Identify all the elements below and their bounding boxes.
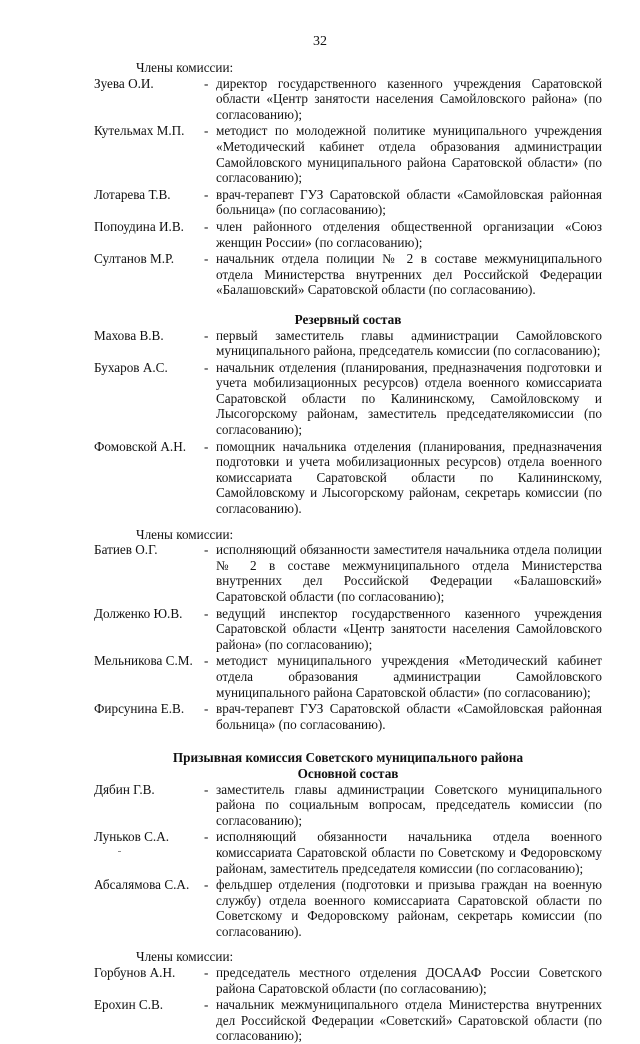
dash: - (204, 829, 209, 845)
member-name: Султанов М.Р. (94, 251, 175, 267)
dash: - (204, 605, 209, 621)
member-entry (94, 653, 602, 700)
dash: - (204, 701, 209, 717)
member-entry (94, 187, 602, 218)
document-body (94, 60, 602, 1044)
dash: - (204, 218, 209, 234)
dash: - (204, 251, 209, 267)
member-role: фельдшер отделения (подготовки и призыва граждан на военную службу) отдела военного комиссариата Саратовской области по Советскому и Федоровскому районам, секретарь комиссии (по согласованию). (216, 877, 602, 939)
commission-title: Призывная комиссия Советского муниципального района (172, 750, 524, 766)
member-entry (94, 606, 602, 653)
member-entry (94, 542, 602, 604)
page-number: 32 (313, 34, 327, 49)
member-role: исполняющий обязанности начальника отдела военного комиссариата Саратовской области по Советскому и Федоровскому районам, заместитель председателя комиссии (по согласованию); (216, 829, 602, 876)
member-entry (94, 877, 602, 939)
members-label: Члены комиссии: (136, 526, 234, 542)
member-name: Дябин Г.В. (94, 781, 155, 797)
member-entry (94, 829, 602, 876)
member-entry (94, 997, 602, 1044)
member-role: начальник отделения (планирования, предназначения подготовки и учета мобилизационных ресурсов) отдела военного комиссариата Саратовской области по Калининскому, Самойловскому и Лысогорскому районам, заместитель председателякомиссии (по согласованию); (216, 359, 602, 438)
member-name: Батиев О.Г. (94, 542, 158, 558)
dash: - (204, 965, 209, 981)
member-name: Луньков С.А. (94, 829, 170, 845)
member-name: Фомовской А.Н. (94, 438, 187, 454)
member-name: Горбунов А.Н. (94, 965, 176, 981)
member-entry (94, 328, 602, 359)
member-role: помощник начальника отделения (планирования, предназначения подготовки и учета мобилизационных ресурсов) отдела военного комиссариата Саратовской области по Калининскому, Самойловскому и Лысогорскому районам, секретарь комиссии (по согласованию). (216, 438, 602, 517)
member-name: Ерохин С.В. (94, 997, 164, 1013)
section-heading: Резервный состав (294, 311, 402, 327)
member-name: Махова В.В. (94, 327, 164, 343)
member-name: Зуева О.И. (94, 75, 154, 91)
member-entry (94, 360, 602, 438)
scan-mark (118, 851, 121, 852)
member-role: врач-терапевт ГУЗ Саратовской области «Самойловская районная больница» (по согласованию); (216, 186, 602, 218)
member-name: Кутельмах М.П. (94, 123, 185, 139)
member-role: начальник межмуниципального отдела Министерства внутренних дел Российской Федерации «Советский» Саратовской области (по согласованию); (216, 997, 602, 1044)
member-role: методист муниципального учреждения «Методический кабинет отдела образования администрации Самойловского муниципального района Саратовской области» (по согласованию); (216, 653, 602, 700)
member-entry (94, 782, 602, 829)
dash: - (204, 542, 209, 558)
section-heading: Основной состав (297, 765, 399, 781)
member-role: начальник отдела полиции № 2 в составе межмуниципального отдела Министерства внутренних дел Российской Федерации «Балашовский» Саратовской области (по согласованию). (216, 251, 602, 298)
member-name: Бухаров А.С. (94, 359, 168, 375)
dash: - (204, 877, 209, 893)
member-entry (94, 251, 602, 298)
member-name: Фирсунина Е.В. (94, 701, 185, 717)
member-entry (94, 123, 602, 185)
members-label: Члены комиссии: (136, 60, 234, 75)
member-name: Абсалямова С.А. (94, 877, 190, 893)
dash: - (204, 438, 209, 454)
dash: - (204, 186, 209, 202)
member-entry (94, 965, 602, 996)
dash: - (204, 327, 209, 343)
member-role: ведущий инспектор государственного казенного учреждения Саратовской области «Центр занятости населения Самойловского района» (по согласованию); (216, 605, 602, 652)
member-name: Попоудина И.В. (94, 218, 184, 234)
member-entry (94, 439, 602, 517)
member-name: Мельникова С.М. (94, 653, 193, 669)
member-role: методист по молодежной политике муниципального учреждения «Методический кабинет отдела образования администрации Самойловского муниципального района Саратовской области» (по согласованию); (216, 123, 602, 186)
member-entry (94, 76, 602, 123)
dash: - (204, 359, 209, 375)
member-name: Лотарева Т.В. (94, 186, 171, 202)
dash: - (204, 75, 209, 91)
member-name: Долженко Ю.В. (94, 605, 183, 621)
member-role: первый заместитель главы администрации Самойловского муниципального района, председатель комиссии (по согласованию); (216, 327, 602, 359)
members-label: Члены комиссии: (136, 949, 234, 965)
member-role: исполняющий обязанности заместителя начальника отдела полиции № 2 в составе межмуниципального отдела Министерства внутренних дел Российской Федерации «Балашовский» Саратовской области (по согласованию); (216, 542, 602, 604)
member-role: заместитель главы администрации Советского муниципального района по социальным вопросам, председатель комиссии (по согласованию); (216, 781, 602, 828)
member-role: директор государственного казенного учреждения Саратовской области «Центр занятости населения Самойловского района» (по согласованию); (216, 75, 602, 122)
dash: - (204, 781, 209, 797)
dash: - (204, 653, 209, 669)
member-role: председатель местного отделения ДОСААФ России Советского района Саратовской области (по согласованию); (216, 965, 602, 996)
member-role: член районного отделения общественной организации «Союз женщин России» (по согласованию); (216, 218, 602, 250)
member-entry (94, 219, 602, 250)
dash: - (204, 997, 209, 1013)
member-role: врач-терапевт ГУЗ Саратовской области «Самойловская районная больница» (по согласованию). (216, 701, 602, 732)
dash: - (204, 123, 209, 139)
member-entry (94, 701, 602, 732)
